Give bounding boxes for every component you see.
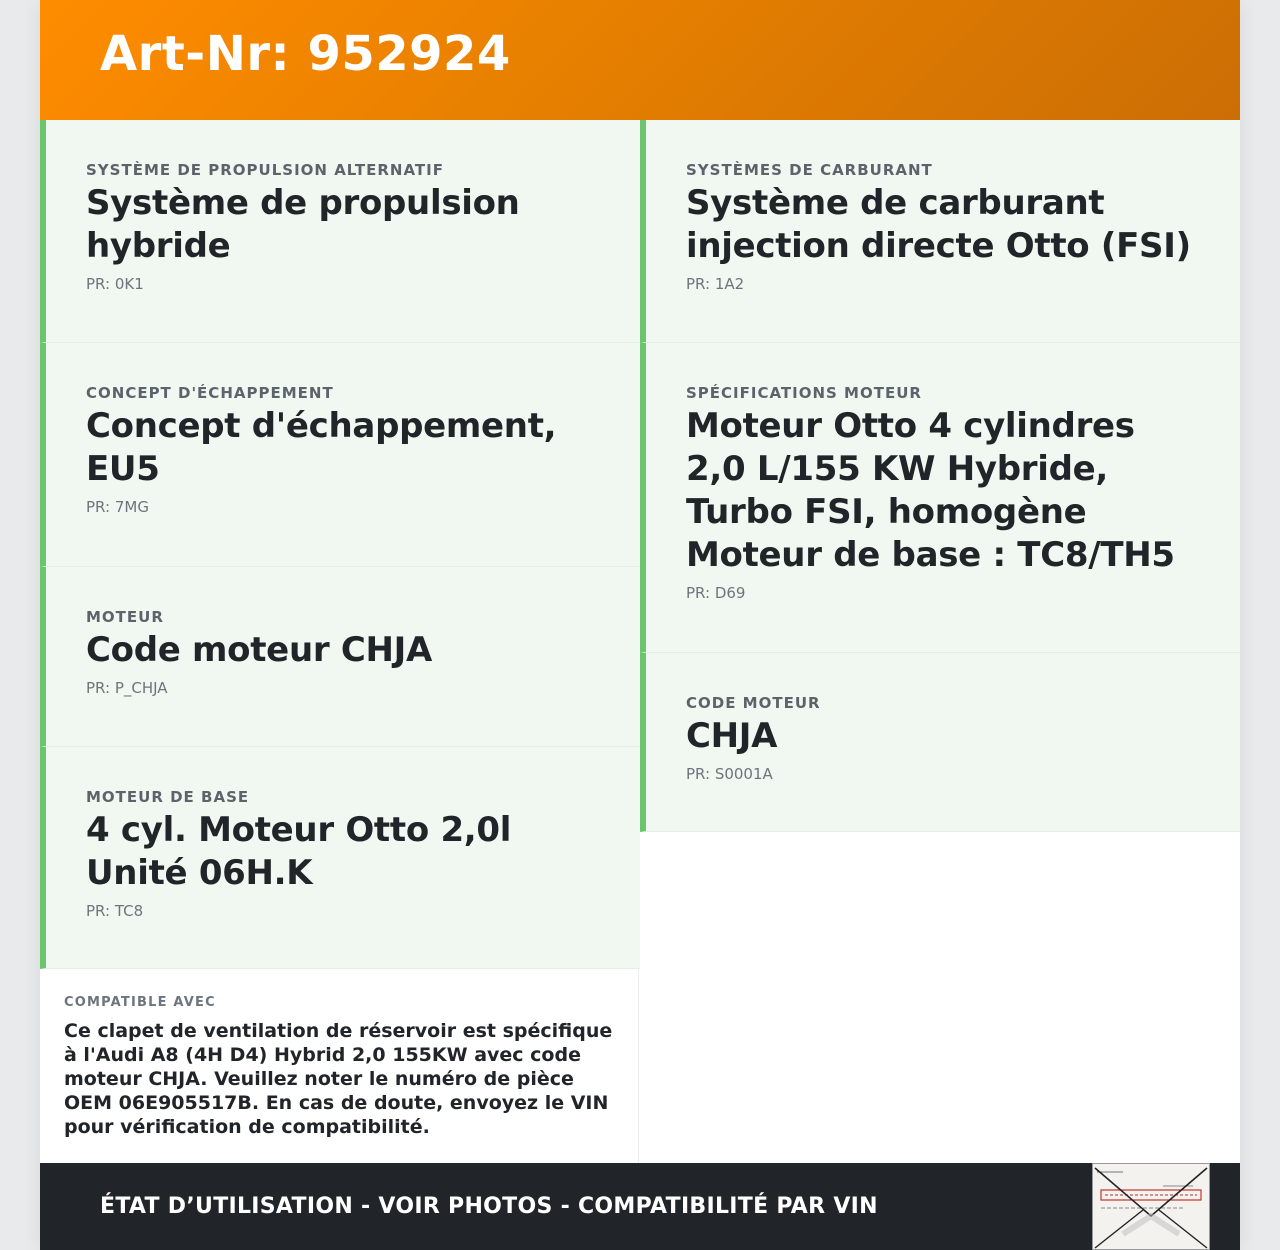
article-number-title: Art-Nr: 952924 xyxy=(100,26,511,82)
spec-pr-code: PR: S0001A xyxy=(686,765,773,783)
spec-card xyxy=(40,343,640,567)
spec-card xyxy=(640,653,1240,832)
spec-pr-code: PR: TC8 xyxy=(86,902,144,920)
spec-title: Concept d'échappement, EU5 xyxy=(86,406,557,489)
spec-pr-code: PR: 1A2 xyxy=(686,275,745,293)
spec-title: 4 cyl. Moteur Otto 2,0l Unité 06H.K xyxy=(86,810,512,893)
spec-title: CHJA xyxy=(686,716,778,756)
spec-card xyxy=(40,567,640,747)
spec-title: Code moteur CHJA xyxy=(86,630,433,670)
spec-pr-code: PR: 7MG xyxy=(86,498,149,516)
spec-category: MOTEUR DE BASE xyxy=(86,788,250,806)
compatibility-label: COMPATIBLE AVEC xyxy=(64,995,216,1010)
spec-card xyxy=(640,343,1240,653)
spec-card xyxy=(40,120,640,343)
spec-pr-code: PR: 0K1 xyxy=(86,275,144,293)
spec-category: MOTEUR xyxy=(86,608,164,626)
spec-category: SPÉCIFICATIONS MOTEUR xyxy=(686,384,922,402)
compatibility-section xyxy=(40,969,639,1163)
spec-title: Système de carburant injection directe Otto (FSI) xyxy=(686,183,1191,266)
footer-condition-text: ÉTAT D’UTILISATION - VOIR PHOTOS - COMPATIBILITÉ PAR VIN xyxy=(100,1194,878,1219)
spec-category: SYSTÈMES DE CARBURANT xyxy=(686,161,933,179)
spec-card xyxy=(640,120,1240,343)
document-icon xyxy=(1093,1164,1209,1249)
page-container xyxy=(40,0,1240,1250)
document-photo-thumbnail[interactable] xyxy=(1092,1163,1210,1250)
spec-category: CODE MOTEUR xyxy=(686,694,821,712)
spec-category: SYSTÈME DE PROPULSION ALTERNATIF xyxy=(86,161,444,179)
compatibility-text: Ce clapet de ventilation de réservoir est spécifique à l'Audi A8 (4H D4) Hybrid 2,0 155KW avec code moteur CHJA. Veuillez noter le numéro de pièce OEM 06E905517B. En cas de doute, envoyez le VIN pour vérification de compatibilité. xyxy=(64,1020,613,1138)
spec-pr-code: PR: P_CHJA xyxy=(86,679,168,697)
header-banner xyxy=(40,0,1240,120)
spec-card xyxy=(40,747,640,969)
spec-title: Moteur Otto 4 cylindres 2,0 L/155 KW Hybride, Turbo FSI, homogène Moteur de base : TC8/TH5 xyxy=(686,406,1175,575)
footer-bar xyxy=(40,1163,1240,1250)
right-spec-column xyxy=(640,120,1240,832)
spec-category: CONCEPT D'ÉCHAPPEMENT xyxy=(86,384,334,402)
spec-title: Système de propulsion hybride xyxy=(86,183,520,266)
spec-pr-code: PR: D69 xyxy=(686,584,746,602)
left-spec-column xyxy=(40,120,640,969)
